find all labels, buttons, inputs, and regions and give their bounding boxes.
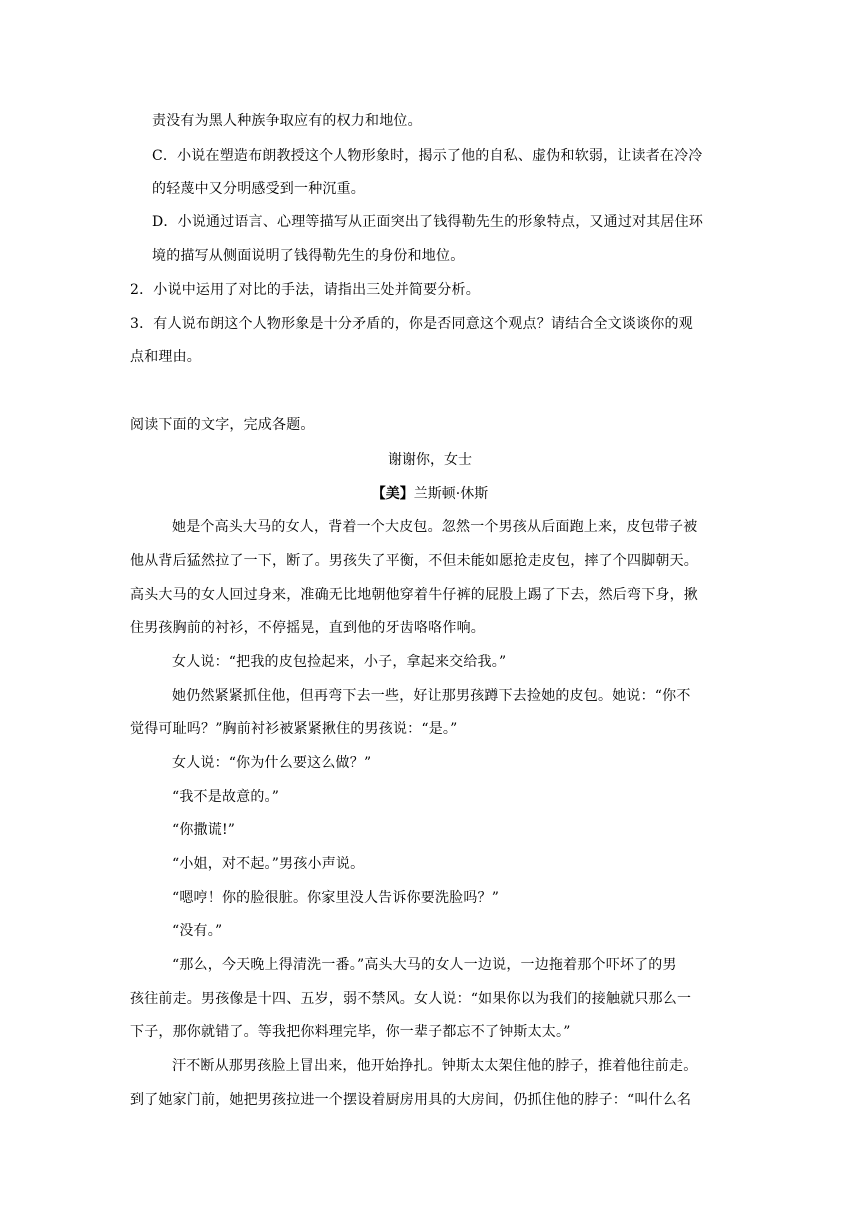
option-b-continuation: 责没有为黑人种族争取应有的权力和地位。 bbox=[152, 113, 422, 129]
option-c-line-1: C．小说在塑造布朗教授这个人物形象时，揭示了他的自私、虚伪和软弱，让读者在冷冷 bbox=[152, 148, 703, 164]
question-3-line-1: 3．有人说布朗这个人物形象是十分矛盾的，你是否同意这个观点？请结合全文谈谈你的观 bbox=[130, 316, 693, 332]
paragraph-line: “没有。” bbox=[172, 923, 223, 939]
paragraph-line: 高头大马的女人回过身来，准确无比地朝他穿着牛仔裤的屁股上踢了下去，然后弯下身，揪 bbox=[130, 587, 698, 603]
story-author bbox=[0, 484, 860, 504]
reading-instruction: 阅读下面的文字，完成各题。 bbox=[130, 417, 315, 433]
paragraph-line: 女人说：“把我的皮包捡起来，小子，拿起来交给我。” bbox=[172, 654, 507, 670]
paragraph-line: 住男孩胸前的衬衫，不停摇晃，直到他的牙齿咯咯作响。 bbox=[130, 620, 485, 636]
paragraph-line: “你撒谎!” bbox=[172, 822, 236, 838]
paragraph-line: 女人说：“你为什么要这么做？” bbox=[172, 755, 372, 771]
author-name: 兰斯顿·休斯 bbox=[413, 486, 489, 502]
paragraph-line: 觉得可耻吗？”胸前衬衫被紧紧揪住的男孩说：“是。” bbox=[130, 721, 458, 737]
option-c-line-2: 的轻蔑中又分明感受到一种沉重。 bbox=[152, 181, 365, 197]
paragraph-line: 他从背后猛然拉了一下，断了。男孩失了平衡，不但未能如愿抢走皮包，摔了个四脚朝天。 bbox=[130, 553, 698, 569]
option-d-line-2: 境的描写从侧面说明了钱得勒先生的身份和地位。 bbox=[152, 248, 465, 264]
paragraph-line: 孩往前走。男孩像是十四、五岁，弱不禁风。女人说：“如果你以为我们的接触就只那么一 bbox=[130, 991, 692, 1007]
paragraph-line: “我不是故意的。” bbox=[172, 789, 280, 805]
paragraph-line: “嗯哼！你的脸很脏。你家里没人告诉你要洗脸吗？” bbox=[172, 890, 500, 906]
paragraph-line: 汗不断从那男孩脸上冒出来，他开始挣扎。钟斯太太架住他的脖子，推着他往前走。 bbox=[172, 1058, 698, 1074]
paragraph-line: 她是个高头大马的女人，背着一个大皮包。忽然一个男孩从后面跑上来，皮包带子被 bbox=[172, 519, 698, 535]
option-d-line-1: D．小说通过语言、心理等描写从正面突出了钱得勒先生的形象特点，又通过对其居住环 bbox=[152, 214, 704, 230]
paragraph-line: 她仍然紧紧抓住他，但再弯下去一些，好让那男孩蹲下去捡她的皮包。她说：“你不 bbox=[172, 688, 691, 704]
question-2: 2．小说中运用了对比的手法，请指出三处并简要分析。 bbox=[130, 282, 480, 298]
paragraph-line: “那么，今天晚上得清洗一番。”高头大马的女人一边说，一边拖着那个吓坏了的男 bbox=[172, 957, 677, 973]
paragraph-line: “小姐，对不起。”男孩小声说。 bbox=[172, 856, 365, 872]
story-title: 谢谢你，女士 bbox=[388, 452, 472, 468]
author-nationality: 【美】 bbox=[371, 486, 414, 502]
paragraph-line: 下子，那你就错了。等我把你料理完毕，你一辈子都忘不了钟斯太太。” bbox=[130, 1024, 571, 1040]
question-3-line-2: 点和理由。 bbox=[130, 349, 201, 365]
paragraph-line: 到了她家门前，她把男孩拉进一个摆设着厨房用具的大房间，仍抓住他的脖子：“叫什么名 bbox=[130, 1092, 692, 1108]
